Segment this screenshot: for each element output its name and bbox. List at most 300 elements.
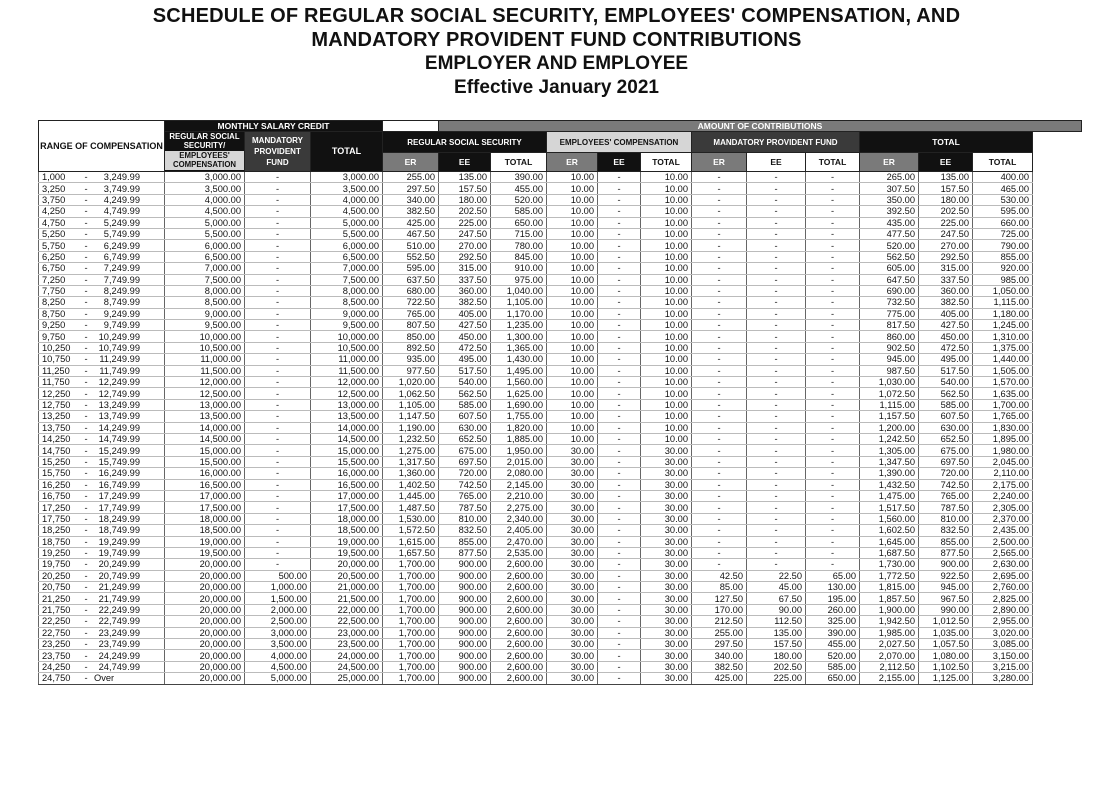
range-from: 3,750 [42, 194, 66, 205]
range-from: 4,750 [42, 217, 66, 228]
rss-er-cell: 382.50 [383, 206, 439, 217]
mpf-er-cell: 255.00 [692, 627, 747, 638]
range-dash: - [84, 297, 88, 308]
mpf-total-cell: - [806, 263, 860, 274]
mpf-ee-cell: - [747, 331, 806, 342]
total-total-cell: 3,215.00 [973, 661, 1033, 672]
mpf-total-cell: - [806, 411, 860, 422]
table-row [39, 661, 1082, 672]
msc-total-cell: 16,500.00 [311, 479, 383, 490]
rss-ee-cell: 900.00 [439, 661, 491, 672]
rss-er-cell: 935.00 [383, 354, 439, 365]
ec-ee-cell: - [598, 582, 641, 593]
total-total-cell: 2,500.00 [973, 536, 1033, 547]
mpf-ee-cell: - [747, 206, 806, 217]
ec-ee-cell: - [598, 604, 641, 615]
ec-ee-cell: - [598, 399, 641, 410]
total-ee-cell: 697.50 [919, 456, 973, 467]
ec-ee-cell: - [598, 183, 641, 194]
table-row [39, 616, 1082, 627]
range-from: 11,750 [42, 377, 70, 388]
range-dash: - [84, 456, 88, 467]
range-cell [39, 627, 165, 638]
ec-er-cell: 30.00 [547, 479, 598, 490]
ec-er-cell: 10.00 [547, 206, 598, 217]
mpf-total-cell: - [806, 365, 860, 376]
rss-ee-cell: 382.50 [439, 297, 491, 308]
msc-regular-cell: 20,000.00 [165, 627, 245, 638]
total-er-cell: 2,027.50 [860, 639, 919, 650]
contribution-schedule-table [38, 120, 1082, 685]
total-er-cell: 817.50 [860, 320, 919, 331]
total-total-cell: 3,085.00 [973, 639, 1033, 650]
msc-total-cell: 18,500.00 [311, 525, 383, 536]
range-dash: - [84, 388, 88, 399]
table-row [39, 639, 1082, 650]
ec-ee-cell: - [598, 411, 641, 422]
total-ee-cell: 225.00 [919, 217, 973, 228]
msc-regular-cell: 4,000.00 [165, 194, 245, 205]
mpf-er-cell: - [692, 513, 747, 524]
total-ee-cell: 1,057.50 [919, 639, 973, 650]
range-dash: - [84, 616, 88, 627]
msc-total-cell: 23,500.00 [311, 639, 383, 650]
ec-total-cell: 10.00 [641, 172, 692, 183]
range-cell [39, 320, 165, 331]
mpf-er-cell: - [692, 217, 747, 228]
total-er-cell: 860.00 [860, 331, 919, 342]
ec-er-cell: 30.00 [547, 570, 598, 581]
ec-total-cell: 10.00 [641, 331, 692, 342]
mpf-er-cell: - [692, 388, 747, 399]
total-ee-cell: 337.50 [919, 274, 973, 285]
rss-er-cell: 340.00 [383, 194, 439, 205]
rss-er-cell: 892.50 [383, 342, 439, 353]
range-to: Over [94, 673, 115, 684]
ec-total-cell: 30.00 [641, 639, 692, 650]
range-dash: - [84, 274, 88, 285]
range-dash: - [84, 308, 88, 319]
rss-er-cell: 1,657.50 [383, 547, 439, 558]
msc-total-cell: 21,500.00 [311, 593, 383, 604]
mpf-er-cell: - [692, 274, 747, 285]
total-ee-cell: 315.00 [919, 263, 973, 274]
range-to: 10,249.99 [98, 331, 140, 342]
mpf-er-cell: 170.00 [692, 604, 747, 615]
rss-ee-cell: 405.00 [439, 308, 491, 319]
rss-total-cell: 1,430.00 [491, 354, 547, 365]
range-from: 13,750 [42, 422, 71, 433]
range-cell [39, 388, 165, 399]
range-cell [39, 217, 165, 228]
table-row [39, 285, 1082, 296]
ec-total-cell: 10.00 [641, 399, 692, 410]
msc-total-cell: 25,000.00 [311, 673, 383, 684]
ec-total-cell: 30.00 [641, 456, 692, 467]
total-total-cell: 1,310.00 [973, 331, 1033, 342]
range-cell [39, 502, 165, 513]
total-total-cell: 660.00 [973, 217, 1033, 228]
rss-total-cell: 1,950.00 [491, 445, 547, 456]
msc-regular-cell: 15,000.00 [165, 445, 245, 456]
header-msc-group: MONTHLY SALARY CREDIT [165, 121, 383, 132]
ec-er-cell: 30.00 [547, 468, 598, 479]
ec-er-cell: 30.00 [547, 627, 598, 638]
range-cell [39, 445, 165, 456]
range-from: 12,250 [42, 388, 71, 399]
range-from: 1,000 [42, 172, 66, 183]
total-er-cell: 2,155.00 [860, 673, 919, 684]
document-title-block [0, 4, 1113, 100]
total-er-cell: 647.50 [860, 274, 919, 285]
total-er-cell: 690.00 [860, 285, 919, 296]
range-from: 18,750 [42, 536, 71, 547]
total-total-cell: 2,435.00 [973, 525, 1033, 536]
msc-mpf-cell: - [245, 274, 311, 285]
range-to: 20,249.99 [98, 559, 140, 570]
msc-total-cell: 11,500.00 [311, 365, 383, 376]
range-cell [39, 582, 165, 593]
total-er-cell: 2,112.50 [860, 661, 919, 672]
header-mpf-total: TOTAL [806, 153, 860, 172]
total-total-cell: 2,695.00 [973, 570, 1033, 581]
ec-total-cell: 10.00 [641, 388, 692, 399]
rss-er-cell: 1,700.00 [383, 661, 439, 672]
range-from: 9,750 [42, 331, 66, 342]
total-ee-cell: 967.50 [919, 593, 973, 604]
ec-total-cell: 10.00 [641, 297, 692, 308]
total-total-cell: 530.00 [973, 194, 1033, 205]
total-ee-cell: 877.50 [919, 547, 973, 558]
total-total-cell: 1,700.00 [973, 399, 1033, 410]
range-to: 19,249.99 [98, 536, 140, 547]
mpf-ee-cell: - [747, 422, 806, 433]
range-to: 3,249.99 [103, 172, 140, 183]
range-cell [39, 456, 165, 467]
msc-total-cell: 8,500.00 [311, 297, 383, 308]
total-total-cell: 1,830.00 [973, 422, 1033, 433]
msc-total-cell: 17,500.00 [311, 502, 383, 513]
msc-mpf-cell: - [245, 194, 311, 205]
ec-er-cell: 10.00 [547, 433, 598, 444]
msc-regular-cell: 18,000.00 [165, 513, 245, 524]
mpf-total-cell: 195.00 [806, 593, 860, 604]
msc-total-cell: 22,000.00 [311, 604, 383, 615]
ec-er-cell: 30.00 [547, 673, 598, 684]
total-ee-cell: 832.50 [919, 525, 973, 536]
range-dash: - [84, 286, 88, 297]
ec-total-cell: 30.00 [641, 616, 692, 627]
total-total-cell: 465.00 [973, 183, 1033, 194]
mpf-ee-cell: - [747, 217, 806, 228]
ec-er-cell: 30.00 [547, 639, 598, 650]
range-to: 14,249.99 [98, 422, 140, 433]
ec-er-cell: 10.00 [547, 365, 598, 376]
header-mpf: MANDATORY PROVIDENT FUND [692, 132, 860, 153]
rss-total-cell: 2,600.00 [491, 627, 547, 638]
table-row [39, 627, 1082, 638]
total-er-cell: 1,305.00 [860, 445, 919, 456]
range-cell [39, 547, 165, 558]
range-from: 9,250 [42, 320, 66, 331]
mpf-er-cell: - [692, 559, 747, 570]
table-row [39, 399, 1082, 410]
range-from: 21,750 [42, 605, 71, 616]
total-total-cell: 1,570.00 [973, 377, 1033, 388]
total-ee-cell: 630.00 [919, 422, 973, 433]
msc-total-cell: 15,500.00 [311, 456, 383, 467]
rss-ee-cell: 900.00 [439, 593, 491, 604]
range-to: 19,749.99 [98, 548, 140, 559]
range-to: 21,249.99 [98, 582, 140, 593]
msc-mpf-cell: 500.00 [245, 570, 311, 581]
range-from: 16,750 [42, 491, 71, 502]
header-total-total: TOTAL [973, 153, 1033, 172]
ec-er-cell: 10.00 [547, 331, 598, 342]
rss-ee-cell: 540.00 [439, 377, 491, 388]
rss-ee-cell: 315.00 [439, 263, 491, 274]
rss-total-cell: 2,600.00 [491, 582, 547, 593]
mpf-total-cell: - [806, 251, 860, 262]
rss-er-cell: 297.50 [383, 183, 439, 194]
mpf-total-cell: - [806, 468, 860, 479]
mpf-er-cell: - [692, 331, 747, 342]
rss-ee-cell: 900.00 [439, 582, 491, 593]
table-row [39, 240, 1082, 251]
rss-er-cell: 977.50 [383, 365, 439, 376]
range-cell [39, 297, 165, 308]
msc-mpf-cell: 3,000.00 [245, 627, 311, 638]
rss-ee-cell: 427.50 [439, 320, 491, 331]
rss-ee-cell: 900.00 [439, 627, 491, 638]
mpf-ee-cell: 157.50 [747, 639, 806, 650]
msc-mpf-cell: - [245, 183, 311, 194]
msc-regular-cell: 20,000.00 [165, 616, 245, 627]
range-cell [39, 228, 165, 239]
range-to: 23,749.99 [98, 639, 140, 650]
ec-ee-cell: - [598, 525, 641, 536]
rss-total-cell: 1,300.00 [491, 331, 547, 342]
msc-total-cell: 10,000.00 [311, 331, 383, 342]
range-cell [39, 570, 165, 581]
range-to: 23,249.99 [98, 627, 140, 638]
ec-total-cell: 30.00 [641, 570, 692, 581]
msc-mpf-cell: - [245, 377, 311, 388]
mpf-er-cell: - [692, 228, 747, 239]
mpf-total-cell: - [806, 399, 860, 410]
rss-ee-cell: 337.50 [439, 274, 491, 285]
rss-ee-cell: 157.50 [439, 183, 491, 194]
range-to: 11,749.99 [99, 365, 140, 376]
msc-total-cell: 3,500.00 [311, 183, 383, 194]
rss-ee-cell: 652.50 [439, 433, 491, 444]
mpf-total-cell: - [806, 547, 860, 558]
mpf-ee-cell: - [747, 490, 806, 501]
msc-regular-cell: 6,500.00 [165, 251, 245, 262]
table-row [39, 354, 1082, 365]
mpf-total-cell: - [806, 285, 860, 296]
mpf-total-cell: - [806, 536, 860, 547]
msc-mpf-cell: 4,500.00 [245, 661, 311, 672]
msc-mpf-cell: 2,000.00 [245, 604, 311, 615]
range-dash: - [84, 206, 88, 217]
total-er-cell: 2,070.00 [860, 650, 919, 661]
range-to: 20,749.99 [98, 570, 140, 581]
range-from: 16,250 [42, 479, 71, 490]
range-from: 23,250 [42, 639, 71, 650]
range-cell [39, 274, 165, 285]
range-dash: - [84, 229, 88, 240]
msc-mpf-cell: 2,500.00 [245, 616, 311, 627]
mpf-er-cell: 85.00 [692, 582, 747, 593]
rss-ee-cell: 585.00 [439, 399, 491, 410]
msc-regular-cell: 20,000.00 [165, 673, 245, 684]
rss-ee-cell: 450.00 [439, 331, 491, 342]
ec-ee-cell: - [598, 194, 641, 205]
rss-total-cell: 1,885.00 [491, 433, 547, 444]
total-total-cell: 1,245.00 [973, 320, 1033, 331]
mpf-er-cell: - [692, 445, 747, 456]
total-ee-cell: 450.00 [919, 331, 973, 342]
range-to: 7,749.99 [103, 274, 140, 285]
rss-ee-cell: 900.00 [439, 650, 491, 661]
table-row [39, 320, 1082, 331]
range-cell [39, 673, 165, 684]
rss-ee-cell: 360.00 [439, 285, 491, 296]
ec-ee-cell: - [598, 388, 641, 399]
total-ee-cell: 180.00 [919, 194, 973, 205]
range-dash: - [84, 661, 88, 672]
range-cell [39, 593, 165, 604]
range-dash: - [84, 559, 88, 570]
total-er-cell: 732.50 [860, 297, 919, 308]
range-from: 3,250 [42, 183, 66, 194]
total-total-cell: 3,020.00 [973, 627, 1033, 638]
table-row [39, 479, 1082, 490]
range-dash: - [84, 479, 88, 490]
msc-mpf-cell: - [245, 479, 311, 490]
table-row [39, 217, 1082, 228]
total-er-cell: 987.50 [860, 365, 919, 376]
range-from: 10,250 [42, 343, 71, 354]
mpf-total-cell: - [806, 194, 860, 205]
rss-ee-cell: 607.50 [439, 411, 491, 422]
mpf-ee-cell: - [747, 263, 806, 274]
table-row [39, 582, 1082, 593]
range-dash: - [84, 639, 88, 650]
rss-ee-cell: 697.50 [439, 456, 491, 467]
mpf-total-cell: - [806, 377, 860, 388]
rss-ee-cell: 832.50 [439, 525, 491, 536]
mpf-ee-cell: - [747, 377, 806, 388]
table-row [39, 183, 1082, 194]
range-to: 6,249.99 [103, 240, 140, 251]
table-row [39, 593, 1082, 604]
mpf-total-cell: - [806, 217, 860, 228]
table-row [39, 365, 1082, 376]
range-to: 12,249.99 [98, 377, 140, 388]
table-row [39, 388, 1082, 399]
msc-total-cell: 14,000.00 [311, 422, 383, 433]
total-total-cell: 2,045.00 [973, 456, 1033, 467]
msc-mpf-cell: - [245, 559, 311, 570]
msc-regular-cell: 12,000.00 [165, 377, 245, 388]
mpf-total-cell: - [806, 502, 860, 513]
total-er-cell: 1,857.50 [860, 593, 919, 604]
msc-regular-cell: 16,000.00 [165, 468, 245, 479]
msc-mpf-cell: 1,500.00 [245, 593, 311, 604]
mpf-ee-cell: - [747, 536, 806, 547]
rss-ee-cell: 900.00 [439, 673, 491, 684]
mpf-total-cell: 520.00 [806, 650, 860, 661]
rss-total-cell: 585.00 [491, 206, 547, 217]
ec-total-cell: 30.00 [641, 525, 692, 536]
rss-total-cell: 2,600.00 [491, 616, 547, 627]
ec-total-cell: 30.00 [641, 604, 692, 615]
ec-er-cell: 30.00 [547, 616, 598, 627]
rss-er-cell: 1,700.00 [383, 639, 439, 650]
mpf-er-cell: - [692, 285, 747, 296]
msc-regular-cell: 8,000.00 [165, 285, 245, 296]
msc-regular-cell: 20,000.00 [165, 559, 245, 570]
title-line-1: SCHEDULE OF REGULAR SOCIAL SECURITY, EMPLOYEES' COMPENSATION, AND [152, 5, 961, 27]
ec-er-cell: 30.00 [547, 502, 598, 513]
ec-total-cell: 10.00 [641, 206, 692, 217]
mpf-total-cell: - [806, 308, 860, 319]
table-row [39, 433, 1082, 444]
total-total-cell: 2,760.00 [973, 582, 1033, 593]
total-ee-cell: 427.50 [919, 320, 973, 331]
rss-total-cell: 2,145.00 [491, 479, 547, 490]
rss-total-cell: 2,080.00 [491, 468, 547, 479]
msc-total-cell: 8,000.00 [311, 285, 383, 296]
range-to: 4,749.99 [103, 206, 140, 217]
ec-er-cell: 30.00 [547, 650, 598, 661]
total-er-cell: 1,072.50 [860, 388, 919, 399]
mpf-er-cell: - [692, 422, 747, 433]
rss-total-cell: 2,405.00 [491, 525, 547, 536]
header-rss: REGULAR SOCIAL SECURITY [383, 132, 547, 153]
msc-total-cell: 24,500.00 [311, 661, 383, 672]
mpf-total-cell: - [806, 559, 860, 570]
rss-total-cell: 2,470.00 [491, 536, 547, 547]
total-total-cell: 1,180.00 [973, 308, 1033, 319]
mpf-ee-cell: - [747, 456, 806, 467]
msc-regular-cell: 5,000.00 [165, 217, 245, 228]
msc-mpf-cell: - [245, 206, 311, 217]
ec-total-cell: 10.00 [641, 433, 692, 444]
msc-regular-cell: 13,500.00 [165, 411, 245, 422]
ec-ee-cell: - [598, 217, 641, 228]
rss-er-cell: 1,572.50 [383, 525, 439, 536]
rss-total-cell: 520.00 [491, 194, 547, 205]
ec-ee-cell: - [598, 627, 641, 638]
range-cell [39, 172, 165, 183]
range-dash: - [84, 491, 88, 502]
total-er-cell: 350.00 [860, 194, 919, 205]
header-ec-total: TOTAL [641, 153, 692, 172]
total-er-cell: 392.50 [860, 206, 919, 217]
mpf-total-cell: 260.00 [806, 604, 860, 615]
total-er-cell: 1,475.00 [860, 490, 919, 501]
rss-er-cell: 1,317.50 [383, 456, 439, 467]
range-to: 9,249.99 [103, 308, 140, 319]
mpf-er-cell: - [692, 399, 747, 410]
range-dash: - [84, 411, 88, 422]
range-dash: - [84, 183, 88, 194]
msc-mpf-cell: - [245, 502, 311, 513]
total-total-cell: 1,635.00 [973, 388, 1033, 399]
